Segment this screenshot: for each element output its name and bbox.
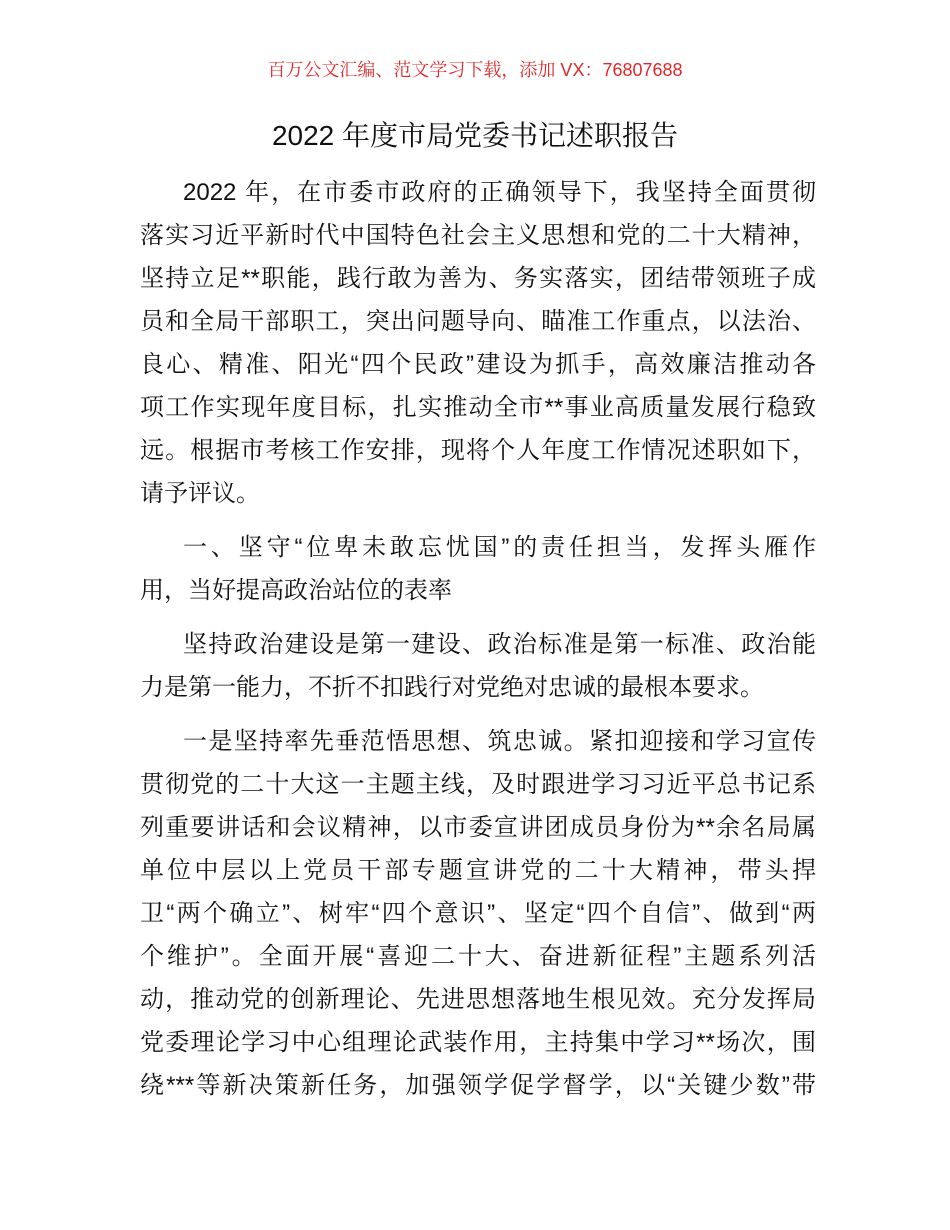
paragraph — [140, 623, 816, 709]
paragraph — [140, 171, 816, 515]
paragraph — [140, 526, 816, 612]
paragraph-line: 单位中层以上党员干部专题宣讲党的二十大精神，带头捍 — [140, 857, 816, 884]
paragraph-line: 项工作实现年度目标，扎实推动全市**事业高质量发展行稳致 — [140, 394, 816, 421]
paragraph-line: 力是第一能力，不折不扣践行对党绝对忠诚的最根本要求。 — [140, 674, 764, 701]
watermark-header: 百万公文汇编、范文学习下载，添加 VX：76807688 — [267, 60, 683, 80]
paragraph-line: 贯彻党的二十大这一主题主线，及时跟进学习习近平总书记系 — [140, 771, 816, 798]
document-title: 2022 年度市局党委书记述职报告 — [271, 120, 679, 151]
paragraph-line: 动，推动党的创新理论、先进思想落地生根见效。充分发挥局 — [140, 986, 816, 1013]
paragraph-line: 列重要讲话和会议精神，以市委宣讲团成员身份为**余名局属 — [140, 814, 816, 841]
paragraph-line: 绕***等新决策新任务，加强领学促学督学，以“关键少数”带 — [140, 1072, 816, 1099]
document-body — [140, 171, 816, 1118]
paragraph-line: 一是坚持率先垂范悟思想、筑忠诚。紧扣迎接和学习宣传 — [183, 728, 816, 755]
paragraph-line: 坚持政治建设是第一建设、政治标准是第一标准、政治能 — [183, 631, 816, 658]
paragraph-line: 卫“两个确立”、树牢“四个意识”、坚定“四个自信”、做到“两 — [140, 900, 816, 927]
paragraph-line: 党委理论学习中心组理论武装作用，主持集中学习**场次，围 — [140, 1029, 816, 1056]
paragraph-line: 个维护”。全面开展“喜迎二十大、奋进新征程”主题系列活 — [140, 943, 816, 970]
paragraph-line: 远。根据市考核工作安排，现将个人年度工作情况述职如下， — [140, 437, 816, 464]
paragraph-line: 坚持立足**职能，践行敢为善为、务实落实，团结带领班子成 — [140, 265, 816, 292]
paragraph-line: 一、坚守“位卑未敢忘忧国”的责任担当，发挥头雁作 — [183, 534, 816, 561]
paragraph-line: 员和全局干部职工，突出问题导向、瞄准工作重点，以法治、 — [140, 308, 816, 335]
paragraph-line: 2022 年，在市委市政府的正确领导下，我坚持全面贯彻 — [183, 179, 816, 206]
paragraph-line: 良心、精准、阳光“四个民政”建设为抓手，高效廉洁推动各 — [140, 351, 816, 378]
paragraph-line: 请予评议。 — [140, 480, 260, 507]
paragraph-line: 落实习近平新时代中国特色社会主义思想和党的二十大精神， — [140, 222, 816, 249]
paragraph — [140, 720, 816, 1107]
paragraph-line: 用，当好提高政治站位的表率 — [140, 577, 452, 604]
